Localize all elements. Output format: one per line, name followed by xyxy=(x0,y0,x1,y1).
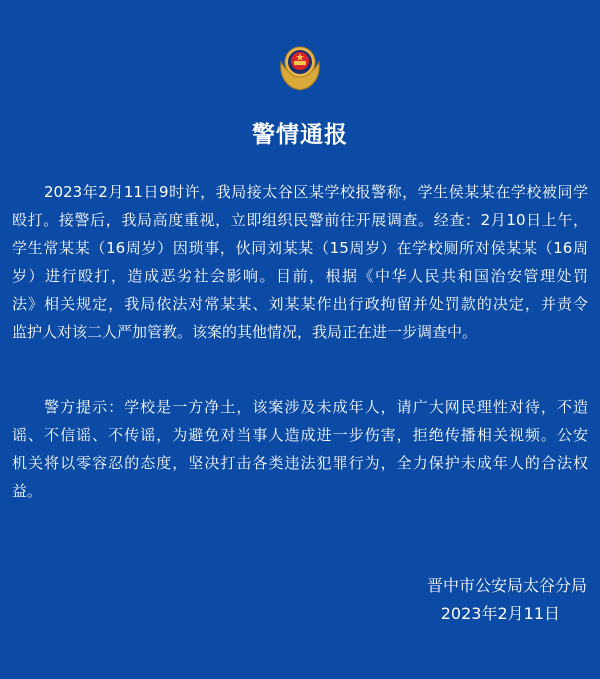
text-line: 岁）进行殴打，造成恶劣社会影响。目前，根据《中华人民共和国治安管理处罚 xyxy=(12,267,588,285)
notice-paragraph-1 xyxy=(12,178,588,346)
text-line: 学生常某某（16周岁）因琐事，伙同刘某某（15周岁）在学校厕所对侯某某（16周 xyxy=(12,239,588,257)
text-line: 殴打。接警后，我局高度重视，立即组织民警前往开展调查。经查：2月10日上午， xyxy=(12,211,588,229)
text-line: 2023年2月11日9时许，我局接太谷区某学校报警称，学生侯某某在学校被同学 xyxy=(44,183,588,201)
page-title: 警情通报 xyxy=(252,122,348,148)
signature-date: 2023年2月11日 xyxy=(440,604,560,623)
text-line: 监护人对该二人严加管教。该案的其他情况，我局正在进一步调查中。 xyxy=(12,323,478,341)
police-emblem-icon xyxy=(277,44,323,92)
signature-org: 晋中市公安局太谷分局 xyxy=(426,576,587,595)
text-line: 谣、不信谣、不传谣，为避免对当事人造成进一步伤害，拒绝传播相关视频。公安 xyxy=(12,426,588,444)
text-line: 益。 xyxy=(12,482,43,500)
notice-paragraph-2 xyxy=(12,393,588,505)
text-line: 机关将以零容忍的态度，坚决打击各类违法犯罪行为，全力保护未成年人的合法权 xyxy=(12,454,588,472)
text-line: 法》相关规定，我局依法对常某某、刘某某作出行政拘留并处罚款的决定，并责令 xyxy=(12,295,588,313)
text-line: 警方提示：学校是一方净土，该案涉及未成年人，请广大网民理性对待，不造 xyxy=(44,398,588,416)
